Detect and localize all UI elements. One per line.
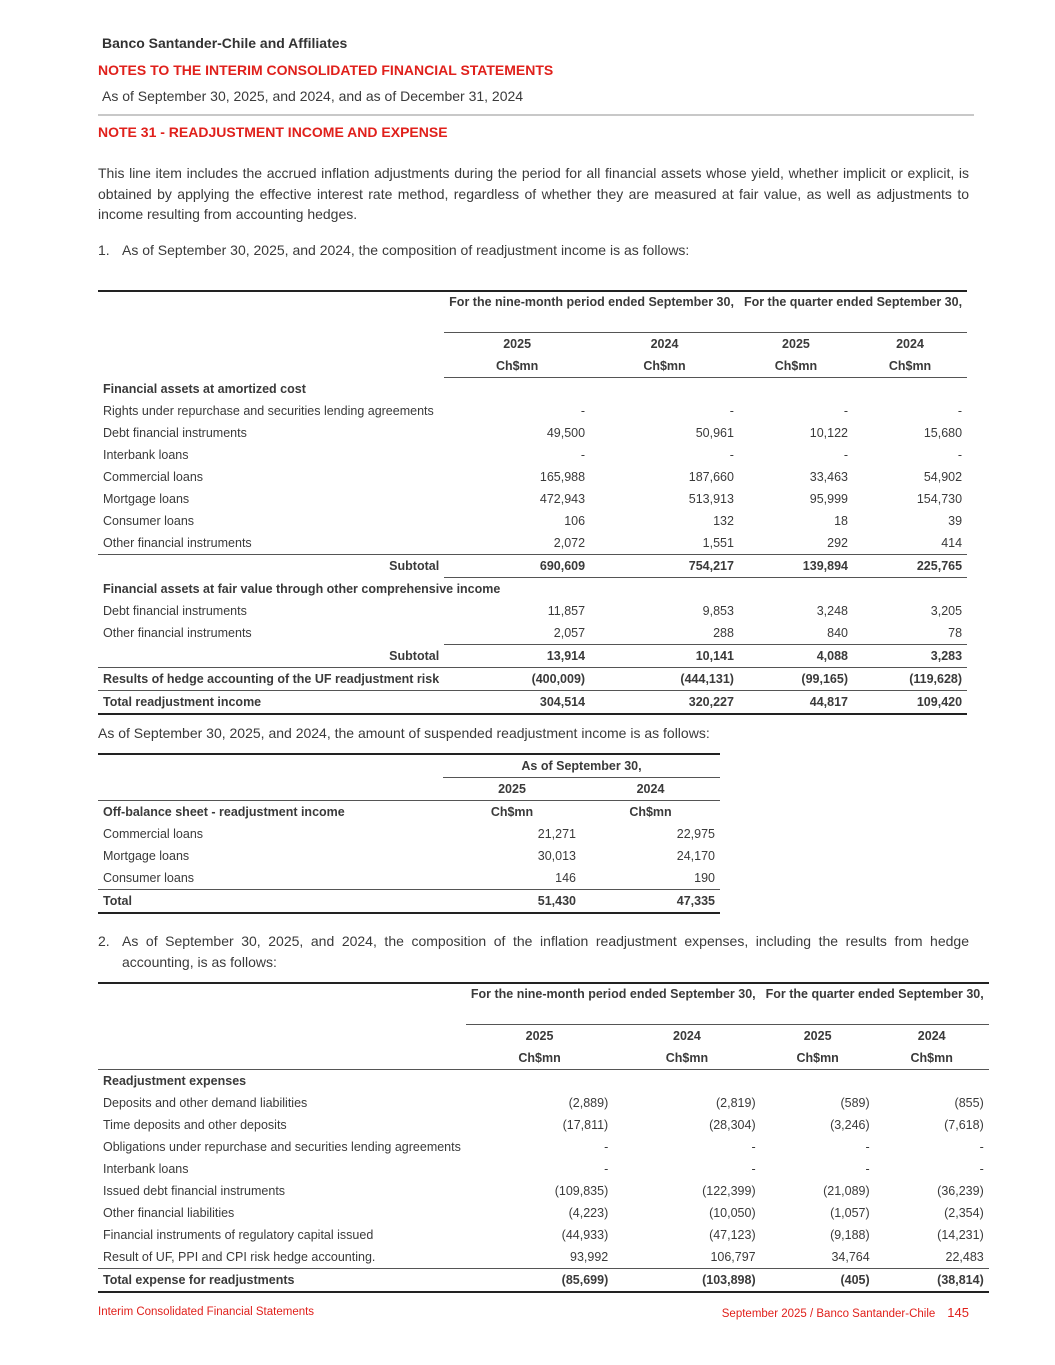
row-label: Other financial instruments [103, 626, 252, 641]
row-label: Obligations under repurchase and securities lending agreements [103, 1140, 461, 1154]
row-label: Subtotal [98, 555, 444, 578]
year-header: 2024 [896, 337, 924, 351]
row-label: Interbank loans [103, 448, 189, 462]
cell: 414 [941, 536, 963, 550]
cell: (119,628) [853, 668, 967, 691]
header-divider [98, 114, 974, 116]
table-row [98, 466, 967, 488]
row-label: Commercial loans [103, 470, 204, 484]
cell: (4,223) [568, 1206, 609, 1220]
row-label: Total [98, 890, 443, 914]
cell: (28,304) [709, 1118, 756, 1132]
table-row [98, 867, 720, 890]
cell: 2,057 [553, 626, 586, 640]
cell: (2,354) [944, 1206, 984, 1220]
unit-header: Ch$mn [761, 1047, 875, 1070]
table-row [98, 1158, 989, 1180]
table-row [98, 400, 967, 422]
row-label: Mortgage loans [103, 849, 190, 863]
cell: 95,999 [809, 492, 848, 506]
row-label: Debt financial instruments [103, 426, 247, 440]
unit-header: Ch$mn [613, 1047, 760, 1070]
column-group-quarter: For the quarter ended September 30, [761, 983, 989, 1025]
total-row [98, 1269, 989, 1293]
cell: 11,857 [547, 604, 586, 618]
cell: 190 [694, 871, 715, 885]
cell: 18 [834, 514, 848, 528]
table-row [98, 823, 720, 845]
cell: 472,943 [539, 492, 586, 506]
row-label: Time deposits and other deposits [103, 1118, 287, 1132]
unit-header: Ch$mn [853, 355, 967, 378]
cell: 93,992 [570, 1250, 609, 1264]
total-row [98, 890, 720, 914]
readjustment-expense-table [98, 982, 989, 1293]
cell: 4,088 [739, 645, 853, 668]
year-header: 2024 [581, 778, 720, 801]
unit-header: Ch$mn [590, 355, 739, 378]
cell: (85,699) [466, 1269, 613, 1293]
cell: 15,680 [923, 426, 963, 440]
row-label: Consumer loans [103, 514, 195, 528]
row-label: Issued debt financial instruments [103, 1184, 286, 1198]
row-label: Deposits and other demand liabilities [103, 1096, 308, 1110]
cell: (1,057) [830, 1206, 870, 1220]
table-row [98, 622, 967, 645]
cell: - [957, 448, 963, 462]
cell: 47,335 [581, 890, 720, 914]
cell: 30,013 [537, 849, 576, 863]
cell: (589) [840, 1096, 870, 1110]
total-row [98, 691, 967, 715]
cell: 3,248 [816, 604, 848, 618]
cell: (855) [954, 1096, 984, 1110]
year-header: 2025 [803, 1029, 832, 1043]
cell: (400,009) [444, 668, 590, 691]
page-number: 145 [947, 1305, 969, 1320]
cell: - [729, 448, 734, 462]
cell: (405) [761, 1269, 875, 1293]
cell: 50,961 [695, 426, 734, 440]
cell: 304,514 [444, 691, 590, 715]
cell: - [604, 1140, 609, 1154]
cell: 132 [713, 514, 734, 528]
section-heading: Readjustment expenses [103, 1074, 247, 1088]
cell: 3,205 [930, 604, 963, 618]
table-row [98, 1180, 989, 1202]
section-heading: Financial assets at fair value through other comprehensive income [103, 582, 501, 596]
cell: (10,050) [709, 1206, 756, 1220]
cell: - [979, 1140, 984, 1154]
unit-header: Ch$mn [875, 1047, 989, 1070]
row-label: Result of UF, PPI and CPI risk hedge accounting. [103, 1250, 376, 1264]
cell: 154,730 [916, 492, 963, 506]
cell: 187,660 [688, 470, 734, 484]
year-header: 2024 [650, 337, 679, 351]
cell: 2,072 [553, 536, 586, 550]
cell: 24,170 [676, 849, 715, 863]
cell: 33,463 [809, 470, 848, 484]
row-label: Interbank loans [103, 1162, 189, 1176]
cell: (2,819) [716, 1096, 756, 1110]
cell: 22,975 [676, 827, 715, 841]
unit-header: Ch$mn [490, 805, 534, 819]
cell: 320,227 [590, 691, 739, 715]
year-header: 2025 [525, 1029, 554, 1043]
row-label: Mortgage loans [103, 492, 190, 506]
year-header: 2025 [782, 337, 810, 351]
cell: (444,131) [590, 668, 739, 691]
cell: 78 [948, 626, 963, 640]
cell: 21,271 [537, 827, 576, 841]
cell: - [729, 404, 734, 418]
cell: - [843, 448, 848, 462]
cell: (103,898) [613, 1269, 760, 1293]
footer-document-title: Interim Consolidated Financial Statements [98, 1306, 315, 1318]
cell: - [751, 1140, 756, 1154]
cell: - [751, 1162, 756, 1176]
unit-header: Ch$mn [444, 355, 590, 378]
cell: 9,853 [702, 604, 734, 618]
cell: - [979, 1162, 984, 1176]
cell: 10,122 [809, 426, 848, 440]
column-group-quarter: For the quarter ended September 30, [739, 291, 967, 333]
cell: (2,889) [568, 1096, 609, 1110]
table-row [98, 510, 967, 532]
cell: 292 [827, 536, 848, 550]
cell: (109,835) [554, 1184, 609, 1198]
cell: - [843, 404, 848, 418]
suspended-intro: As of September 30, 2025, and 2024, the amount of suspended readjustment income is as follows: [98, 725, 710, 741]
row-label: Total expense for readjustments [98, 1269, 466, 1293]
table-row [98, 422, 967, 444]
unit-header: Ch$mn [466, 1047, 613, 1070]
table-row [98, 488, 967, 510]
column-group-nine-month: For the nine-month period ended September 30, [466, 983, 761, 1025]
cell: (3,246) [830, 1118, 870, 1132]
cell: 139,894 [739, 555, 853, 578]
cell: - [865, 1162, 870, 1176]
note-title: NOTE 31 - READJUSTMENT INCOME AND EXPENSE [98, 124, 448, 140]
table-row [98, 1092, 989, 1114]
subtotal-row [98, 555, 967, 578]
cell: 51,430 [443, 890, 581, 914]
cell: 146 [555, 871, 576, 885]
cell: - [957, 404, 963, 418]
cell: - [604, 1162, 609, 1176]
year-header: 2024 [917, 1029, 946, 1043]
table-row [98, 1224, 989, 1246]
cell: (36,239) [937, 1184, 984, 1198]
cell: (47,123) [709, 1228, 756, 1242]
cell: 288 [713, 626, 734, 640]
row-label: Other financial instruments [103, 536, 252, 550]
intro-paragraph: This line item includes the accrued inflation adjustments during the period for all financial assets whose yield, whether implicit or explicit, is obtained by applying the effective interest rate method, regardless of whether they are measured at fair value, as well as adjustments to income resulting from accounting hedges. [98, 165, 969, 222]
year-header: 2025 [503, 337, 532, 351]
list-number: 2. [98, 933, 110, 949]
cell: 225,765 [853, 555, 967, 578]
unit-header: Ch$mn [629, 805, 672, 819]
list-text: As of September 30, 2025, and 2024, the composition of the inflation readjustment expenses, including the results from hedge accounting, is as follows: [122, 933, 969, 970]
cell: (44,933) [561, 1228, 609, 1242]
cell: 513,913 [688, 492, 734, 506]
cell: 690,609 [444, 555, 590, 578]
row-label: Rights under repurchase and securities lending agreements [103, 404, 434, 418]
cell: 109,420 [853, 691, 967, 715]
table-row [98, 1202, 989, 1224]
row-label: Commercial loans [103, 827, 204, 841]
cell: 106,797 [710, 1250, 756, 1264]
cell: 44,817 [739, 691, 853, 715]
row-label: Debt financial instruments [103, 604, 247, 618]
cell: 54,902 [923, 470, 963, 484]
cell: - [865, 1140, 870, 1154]
list-item-2 [98, 931, 969, 972]
cell: (17,811) [562, 1118, 609, 1132]
as-of-date: As of September 30, 2025, and 2024, and as of December 31, 2024 [102, 88, 524, 104]
cell: 22,483 [945, 1250, 984, 1264]
cell: 3,283 [853, 645, 967, 668]
unit-header: Ch$mn [739, 355, 853, 378]
cell: 39 [948, 514, 963, 528]
year-header: 2024 [673, 1029, 701, 1043]
cell: (21,089) [823, 1184, 870, 1198]
cell: 49,500 [546, 426, 586, 440]
cell: 13,914 [444, 645, 590, 668]
row-label: Total readjustment income [98, 691, 444, 715]
table-row [98, 1136, 989, 1158]
cell: (7,618) [944, 1118, 984, 1132]
column-group-nine-month: For the nine-month period ended September 30, [444, 291, 739, 333]
cell: 840 [827, 626, 848, 640]
suspended-income-table [98, 753, 720, 914]
subtotal-row [98, 645, 967, 668]
cell: (9,188) [830, 1228, 870, 1242]
list-text: As of September 30, 2025, and 2024, the composition of readjustment income is as follows: [122, 242, 690, 258]
cell: 165,988 [539, 470, 586, 484]
column-group-as-of: As of September 30, [443, 754, 720, 778]
footer-date-company: September 2025 / Banco Santander-Chile [721, 1308, 936, 1320]
table-row [98, 845, 720, 867]
table-row [98, 600, 967, 622]
row-label: Results of hedge accounting of the UF readjustment risk [98, 668, 444, 691]
readjustment-income-table [98, 290, 967, 715]
row-label: Financial instruments of regulatory capital issued [103, 1228, 374, 1242]
cell: - [580, 448, 586, 462]
company-name: Banco Santander-Chile and Affiliates [102, 35, 348, 51]
cell: (38,814) [875, 1269, 989, 1293]
row-label: Consumer loans [103, 871, 195, 885]
cell: (122,399) [702, 1184, 756, 1198]
cell: 34,764 [831, 1250, 870, 1264]
section-heading: Financial assets at amortized cost [103, 382, 306, 396]
cell: 106 [564, 514, 586, 528]
cell: (14,231) [937, 1228, 984, 1242]
section-heading: Off-balance sheet - readjustment income [103, 805, 345, 819]
table-row [98, 1114, 989, 1136]
table-row [98, 532, 967, 555]
row-label: Other financial liabilities [103, 1206, 235, 1220]
year-header: 2025 [443, 778, 581, 801]
cell: 1,551 [702, 536, 734, 550]
cell: (99,165) [739, 668, 853, 691]
footer-publication [722, 1305, 969, 1320]
row-label: Subtotal [389, 648, 440, 663]
notes-title: NOTES TO THE INTERIM CONSOLIDATED FINANCIAL STATEMENTS [98, 62, 554, 78]
list-number: 1. [98, 242, 110, 258]
cell: - [580, 404, 586, 418]
table-row [98, 444, 967, 466]
list-item-1 [98, 240, 969, 261]
hedge-row [98, 668, 967, 691]
cell: 754,217 [590, 555, 739, 578]
table-row [98, 1246, 989, 1269]
cell: 10,141 [590, 645, 739, 668]
